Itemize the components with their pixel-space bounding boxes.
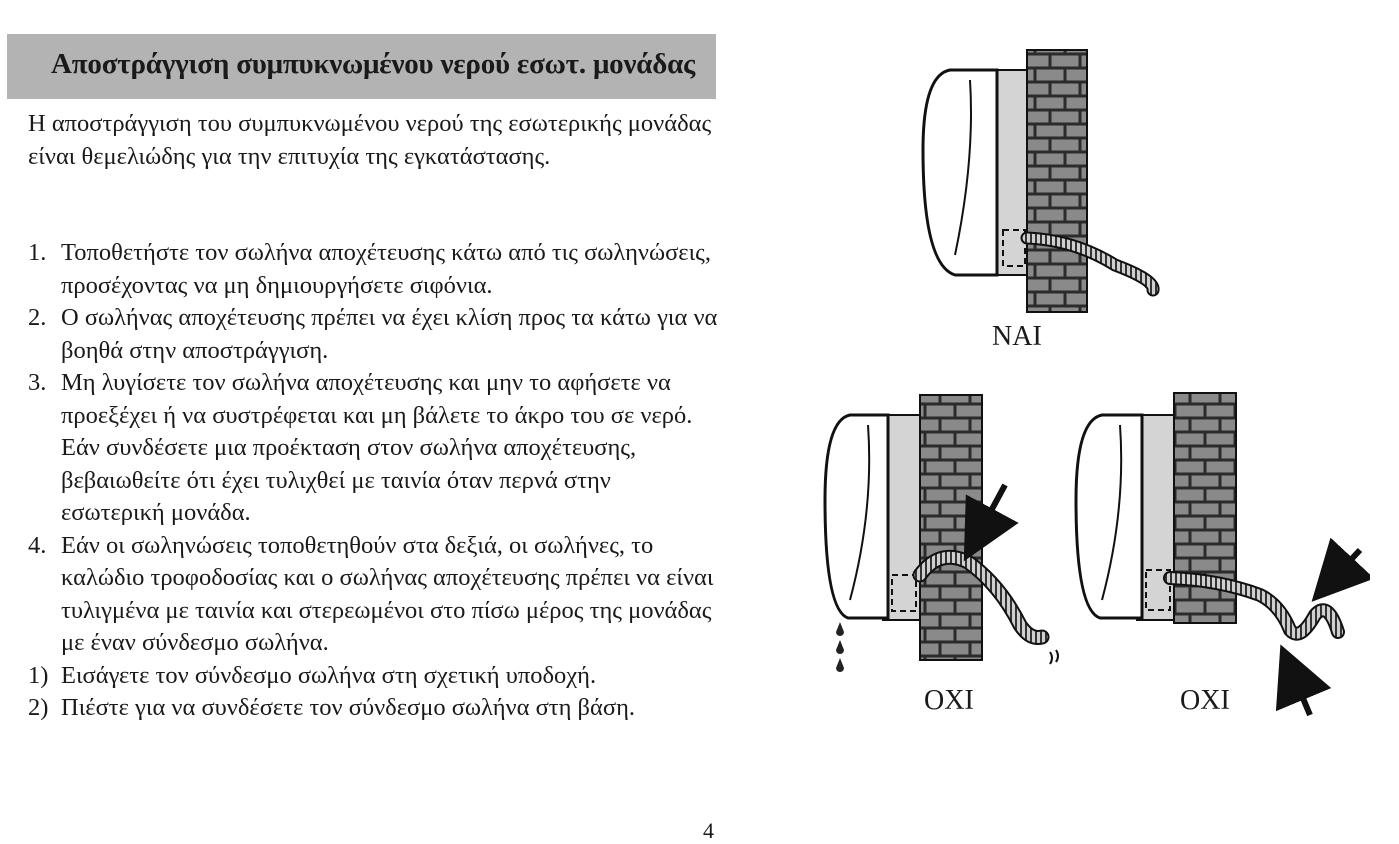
label-yes: ΝΑΙ (992, 321, 1042, 352)
figure-wrong-drain-2 (1070, 390, 1370, 720)
step-text: Πιέστε για να συνδέσετε τον σύνδεσμο σωλήνα στη βάση. (61, 694, 636, 721)
step-number: 4. (28, 531, 47, 559)
list-item (28, 302, 718, 367)
step-number: 2) (28, 694, 49, 721)
list-item (28, 660, 718, 693)
list-item (28, 530, 718, 660)
step-number: 1. (28, 239, 47, 266)
step-number: 1) (28, 661, 49, 689)
list-item (28, 367, 718, 530)
step-text: Εισάγετε τον σύνδεσμο σωλήνα στη σχετική υποδοχή. (61, 661, 597, 689)
label-no-2: ΟΧΙ (1180, 685, 1230, 716)
steps-list (28, 237, 718, 725)
figure-wrong-drain-1 (820, 390, 1070, 680)
step-text: Μη λυγίσετε τον σωλήνα αποχέτευσης και μην το αφήσετε να προεξέχει ή να συστρέφεται και μη βάλετε το άκρο του σε νερό. Εάν συνδέσετε μια προέκταση στον σωλήνα αποχέτευσης, βεβαιωθείτε ότι έχει τυλιχθεί με ταινία όταν περνά στην εσωτερική μονάδα. (61, 369, 693, 526)
list-item (28, 692, 718, 725)
ac-unit-illustration (1070, 390, 1370, 720)
step-text: Ο σωλήνας αποχέτευσης πρέπει να έχει κλίση προς τα κάτω για να βοηθά στην αποστράγγιση. (61, 304, 718, 364)
label-no-1: ΟΧΙ (924, 685, 974, 716)
ac-unit-illustration (915, 40, 1175, 325)
list-item (28, 237, 718, 302)
step-number: 2. (28, 304, 47, 331)
section-header-bar (7, 34, 716, 99)
intro-paragraph: Η αποστράγγιση του συμπυκνωμένου νερού της εσωτερικής μονάδας είναι θεμελιώδης για την επιτυχία της εγκατάστασης. (28, 110, 712, 170)
section-title: Αποστράγγιση συμπυκνωμένου νερού εσωτ. μονάδας (51, 48, 696, 80)
page-number: 4 (703, 818, 714, 843)
step-text: Τοποθετήστε τον σωλήνα αποχέτευσης κάτω από τις σωληνώσεις, προσέχοντας να μη δημιουργήσετε σιφόνια. (61, 239, 712, 299)
figure-correct-drain (915, 40, 1175, 325)
ac-unit-illustration (820, 390, 1070, 680)
step-text: Εάν οι σωληνώσεις τοποθετηθούν στα δεξιά, οι σωλήνες, το καλώδιο τροφοδοσίας και ο σωλήνας αποχέτευσης πρέπει να είναι τυλιγμένα με ταινία και στερεωμένοι στο πίσω μέρος της μονάδας με έναν σύνδεσμο σωλήνα. (61, 531, 714, 656)
step-number: 3. (28, 369, 47, 396)
